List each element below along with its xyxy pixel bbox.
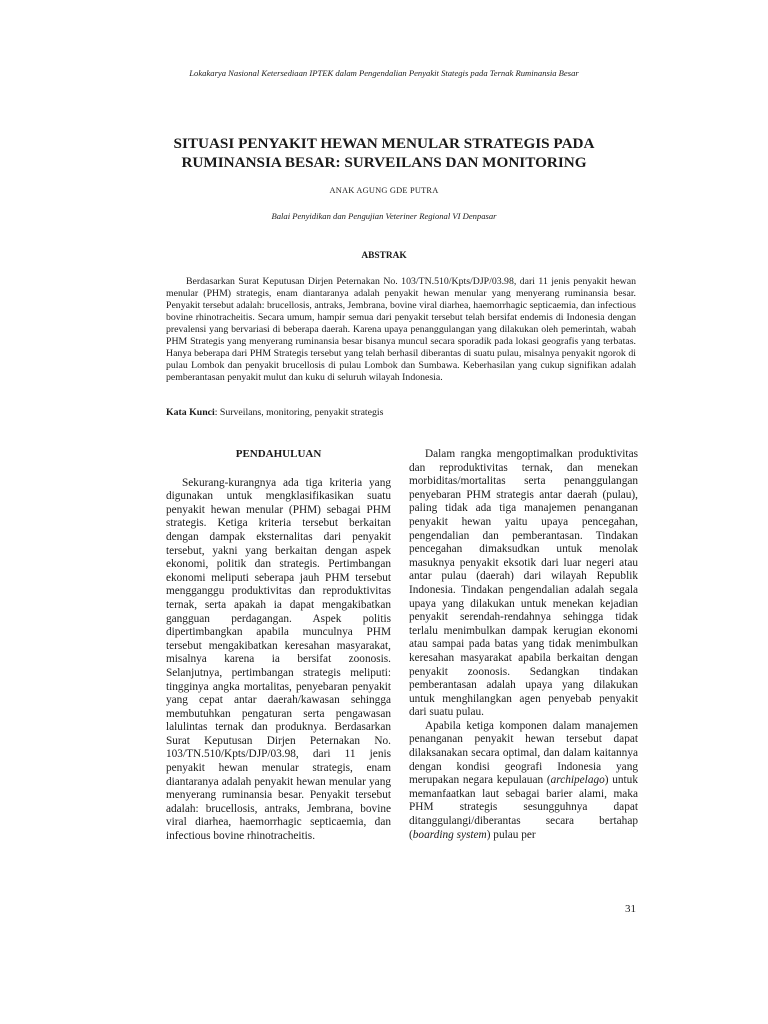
page-number: 31 [625,903,636,915]
italic-term-archipelago: archipelago [550,774,605,787]
keywords [166,407,636,418]
section-heading-pendahuluan: PENDAHULUAN [235,448,322,460]
author-affiliation: Balai Penyidikan dan Pengujian Veteriner Regional VI Denpasar [271,211,497,221]
abstract-body [166,276,636,384]
italic-term-boarding-system: boarding system [412,828,487,841]
intro-paragraph-right-1: Dalam rangka mengoptimalkan produktivitas dan reproduktivitas ternak, dan menekan morbiditas/mortalitas serta penanggulangan penyebaran PHM strategis antar daerah (pulau), paling tidak ada tiga manajemen penanganan penyakit hewan yaitu upaya pencegahan, pengendalian dan pemberantasan. Tindakan pencegahan dimaksudkan untuk menolak masuknya penyakit eksotik dari luar negeri atau antar pulau (daerah) dari wilayah Republik Indonesia. Tindakan pengendalian adalah segala upaya yang dilakukan untuk menekan kejadian penyakit serendah-rendahnya sehingga tidak terlalu menimbulkan dampak kerugian ekonomi atau sampai pada batas yang tidak menimbulkan keresahan masyarakat apabila berkaitan dengan penyakit zoonosis. Sedangkan tindakan pemberantasan adalah upaya yang dilakukan untuk menghilangkan agen penyebab penyakit dari suatu pulau. [409,448,638,719]
title-line-2: RUMINANSIA BESAR: SURVEILANS DAN MONITORING [181,154,587,171]
paragraph-text: Apabila ketiga komponen dalam manajemen penanganan penyakit hewan tersebut dapat dilaksanakan secara optimal, dan dalam kaitannya dengan kondisi geografi Indonesia yang merupakan negara kepulauan ( [409,719,638,787]
abstract-text: Berdasarkan Surat Keputusan Dirjen Peternakan No. 103/TN.510/Kpts/DJP/03.98, dari 11 jenis penyakit hewan menular (PHM) strategis, enam diantaranya adalah penyakit hewan menular yang menyerang ruminansia besar. Penyakit tersebut adalah: brucellosis, antraks, Jembrana, bovine viral diarhea, haemorrhagic septicaemia, dan infectious bovine rhinotracheitis. Secara umum, hampir semua dari penyakit tersebut telah bersifat endemis di Indonesia dengan prevalensi yang bervariasi di beberapa daerah. Karena upaya penanggulangan yang dilakukan oleh pemerintah, wabah PHM Strategis yang menyerang ruminansia besar bisanya muncul secara sporadik pada lokasi geografis yang terbatas. Hanya beberapa dari PHM Strategis tersebut yang telah berhasil diberantas di suatu pulau, misalnya penyakit ngorok di pulau Lombok dan penyakit brucellosis di pulau Lombok dan Sumbawa. Keberhasilan yang cukup signifikan adalah pemberantasan penyakit mulut dan kuku di seluruh wilayah Indonesia. [166,276,636,383]
paper-title [90,134,678,172]
keywords-label: Kata Kunci [166,407,215,418]
keywords-list: : Surveilans, monitoring, penyakit strategis [214,407,384,418]
intro-paragraph-right-2 [409,720,638,842]
paragraph-text: ) pulau per [486,828,536,841]
left-column [166,448,391,844]
paragraph-text: ) untuk memanfaatkan laut sebagai barier alami, maka PHM strategis sesungguhnya dapat ditanggulangi/diberantas secara bertahap ( [409,774,638,841]
author-name: ANAK AGUNG GDE PUTRA [329,186,439,195]
abstract-heading: ABSTRAK [361,251,407,261]
right-column [409,448,638,842]
title-line-1: SITUASI PENYAKIT HEWAN MENULAR STRATEGIS PADA [173,135,595,152]
intro-paragraph-left: Sekurang-kurangnya ada tiga kriteria yang digunakan untuk mengklasifikasikan suatu penyakit hewan menular (PHM) sebagai PHM strategis. Ketiga kriteria tersebut berkaitan dengan dampak eksternalitas dari penyakit tersebut, yakni yang berkaitan dengan aspek ekonomi, politik dan strategis. Pertimbangan ekonomi meliputi seberapa jauh PHM tersebut mengganggu produktivitas dan reproduktivitas ternak, serta apakah ia dapat mengakibatkan gangguan perdagangan. Aspek politis dipertimbangkan apabila munculnya PHM tersebut mengakibatkan keresahan masyarakat, misalnya karena ia bersifat zoonosis. Selanjutnya, pertimbangan strategis meliputi: tingginya angka mortalitas, penyebaran penyakit yang cepat antar daerah/kawasan sehingga membutuhkan pengaturan serta pengawasan lalulintas ternak dan produknya. Berdasarkan Surat Keputusan Dirjen Peternakan No. 103/TN.510/Kpts/DJP/03.98, dari 11 jenis penyakit hewan menular strategis, enam diantaranya adalah penyakit hewan menular yang menyerang ruminansia besar. Penyakit tersebut adalah: brucellosis, antraks, Jembrana, bovine viral diarhea, haemorrhagic septicaemia, dan infectious bovine rhinotracheitis. [166,476,391,843]
running-head: Lokakarya Nasional Ketersediaan IPTEK dalam Pengendalian Penyakit Stategis pada Ternak Ruminansia Besar [189,68,579,78]
